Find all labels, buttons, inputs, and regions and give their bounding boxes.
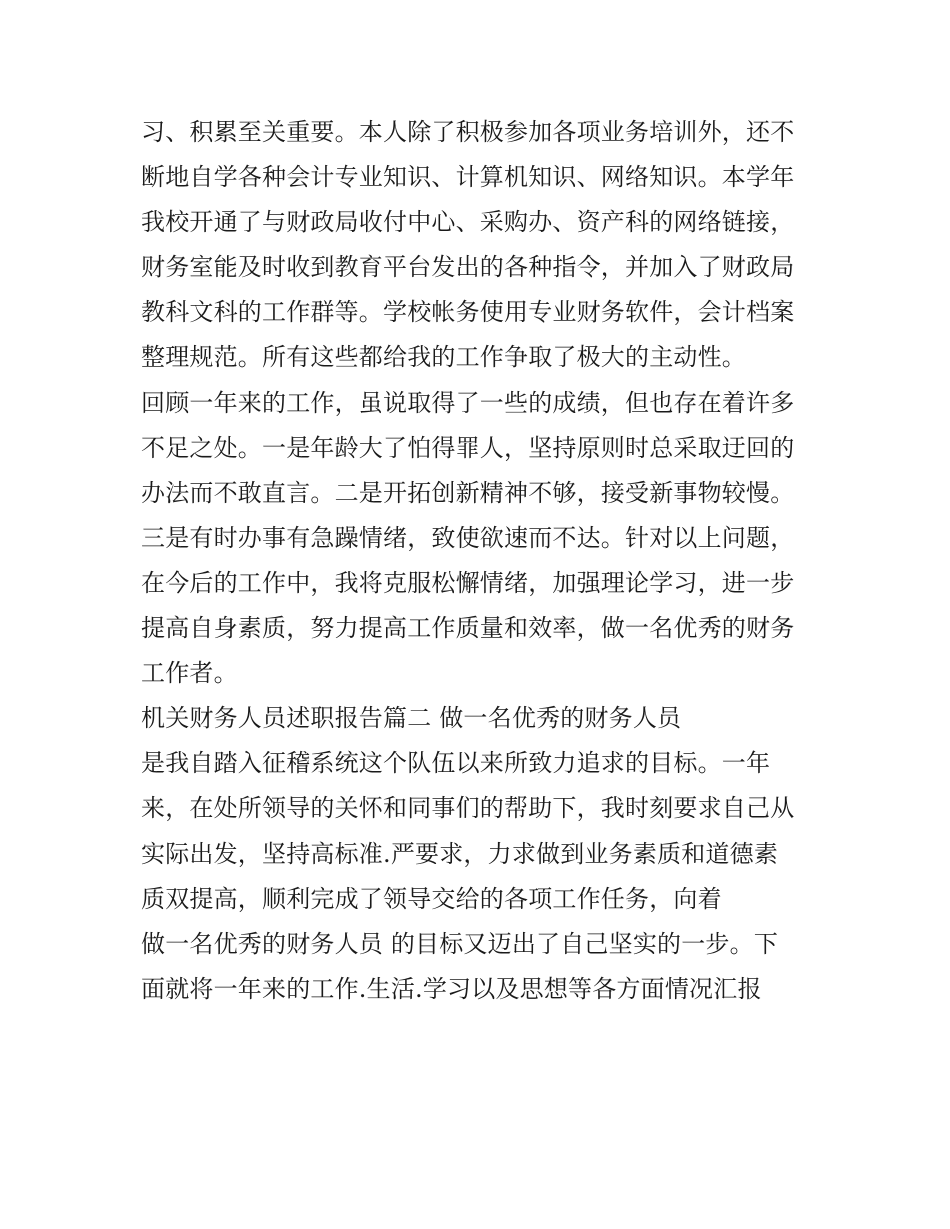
text-line: 断地自学各种会计专业知识、计算机知识、网络知识。本学年 <box>141 163 795 192</box>
text-line: 是我自踏入征稽系统这个队伍以来所致力追求的目标。一年 <box>141 749 771 778</box>
text-line: 教科文科的工作群等。学校帐务使用专业财务软件，会计档案 <box>141 298 795 327</box>
text-line: 习、积累至关重要。本人除了积极参加各项业务培训外，还不 <box>141 118 795 146</box>
text-line: 来，在处所领导的关怀和同事们的帮助下，我时刻要求自己从 <box>141 794 795 823</box>
text-line: 不足之处。一是年龄大了怕得罪人，坚持原则时总采取迂回的 <box>141 433 795 462</box>
text-line: 我校开通了与财政局收付中心、采购办、资产科的网络链接， <box>141 208 795 237</box>
text-line: 实际出发，坚持高标准.严要求，力求做到业务素质和道德素 <box>141 839 779 868</box>
text-line: 财务室能及时收到教育平台发出的各种指令，并加入了财政局 <box>141 253 795 282</box>
section-heading: 机关财务人员述职报告篇二 做一名优秀的财务人员 <box>141 704 682 733</box>
text-line: 质双提高，顺利完成了领导交给的各项工作任务，向着 <box>141 884 722 913</box>
text-line: 回顾一年来的工作，虽说取得了一些的成绩，但也存在着许多 <box>141 388 795 417</box>
text-line: 在今后的工作中，我将克服松懈情绪，加强理论学习，进一步 <box>141 568 795 597</box>
text-line: 工作者。 <box>141 659 238 688</box>
text-line: 做一名优秀的财务人员 的目标又迈出了自己坚实的一步。下 <box>141 929 779 958</box>
text-line: 整理规范。所有这些都给我的工作争取了极大的主动性。 <box>141 343 746 372</box>
text-line: 三是有时办事有急躁情绪，致使欲速而不达。针对以上问题， <box>141 523 795 552</box>
text-line: 面就将一年来的工作.生活.学习以及思想等各方面情况汇报 <box>141 974 762 1003</box>
text-line: 办法而不敢直言。二是开拓创新精神不够，接受新事物较慢。 <box>141 478 795 507</box>
text-line: 提高自身素质，努力提高工作质量和效率，做一名优秀的财务 <box>141 614 795 643</box>
body-text <box>141 110 821 1012</box>
